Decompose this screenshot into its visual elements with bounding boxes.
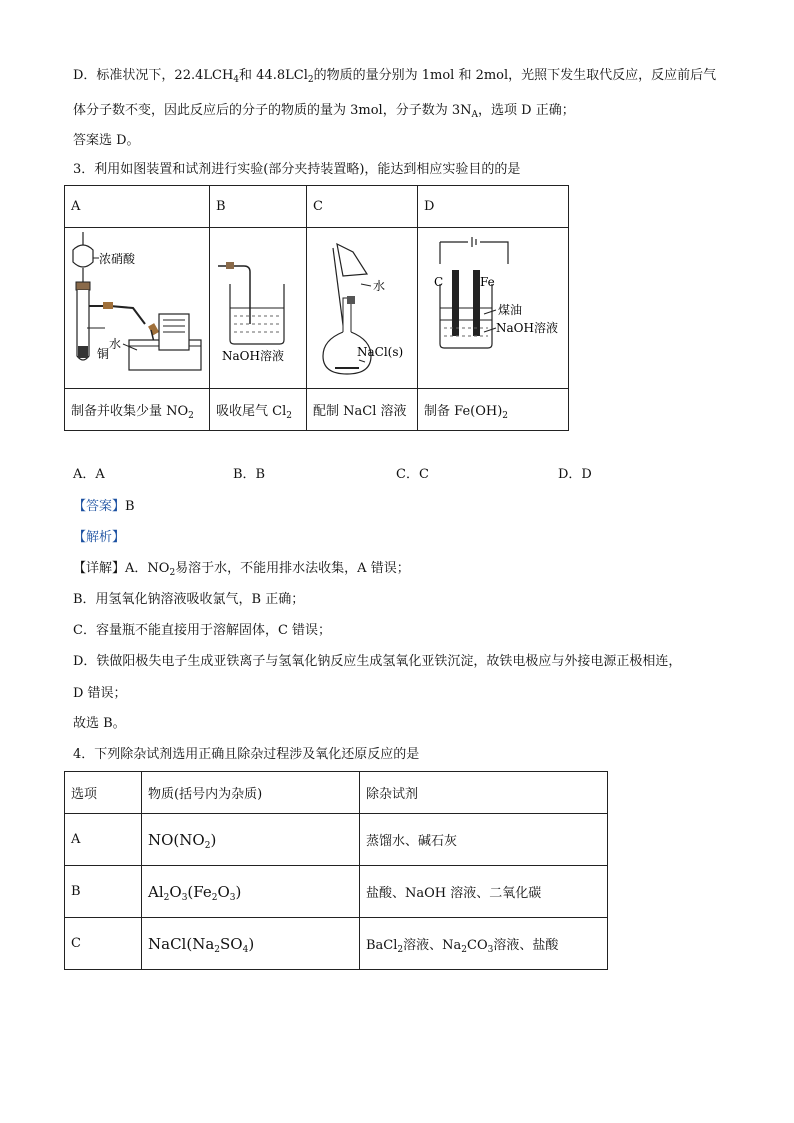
detail-line-d1: D．铁做阳极失电子生成亚铁离子与氢氧化钠反应生成氢氧化亚铁沉淀，故铁电极应与外接电源正极相连， <box>73 654 682 669</box>
question-3-stem: 3．利用如图装置和试剂进行实验(部分夹持装置略)，能达到相应实验目的的是 <box>73 162 521 177</box>
answer-tag: 【答案】 <box>73 499 126 514</box>
question-4-stem: 4．下列除杂试剂选用正确且除杂过程涉及氧化还原反应的是 <box>73 747 420 762</box>
header-c: C <box>307 186 418 228</box>
header-reagent: 除杂试剂 <box>360 772 608 814</box>
header-a: A <box>65 186 210 228</box>
answer-value: B <box>125 499 135 514</box>
paragraph-d-line2: 体分子数不变，因此反应后的分子的物质的量为 3mol，分子数为 $3N_A$，选项 D 正确； <box>73 103 575 120</box>
header-b: B <box>210 186 307 228</box>
analysis-tag: 【解析】 <box>73 530 126 545</box>
label-naoh-solution-b: NaOH溶液 <box>222 349 284 363</box>
option-a: A．A <box>73 467 105 482</box>
apparatus-a-figure <box>65 228 209 384</box>
analysis-line <box>73 528 125 548</box>
label-naoh-solution-d: NaOH溶液 <box>496 321 558 335</box>
option-b: B．B <box>233 467 266 482</box>
figure-c-cell <box>307 228 418 389</box>
label-nacl-solid: NaCl(s) <box>357 345 404 359</box>
label-water-a: 水 <box>109 337 122 351</box>
caption-a: 制备并收集少量 $NO_2$ <box>65 389 210 431</box>
table-row: B $Al_2O_3(Fe_2O_3)$ 盐酸、NaOH 溶液、二氧化碳 <box>65 866 608 918</box>
header-substance: 物质(括号内为杂质) <box>142 772 360 814</box>
conclusion-line: 故选 B。 <box>73 716 126 731</box>
table-row: C $NaCl(Na_2SO_4)$ BaCl$_2$溶液、$Na_2CO_3$溶液、盐酸 <box>65 918 608 970</box>
question-4-table <box>64 771 608 970</box>
header-d: D <box>418 186 569 228</box>
caption-c: 配制 NaCl 溶液 <box>307 389 418 431</box>
detail-line-d2: D 错误； <box>73 686 127 701</box>
label-kerosene: 煤油 <box>498 303 523 317</box>
figure-d-cell <box>418 228 569 389</box>
apparatus-d-figure <box>418 228 568 384</box>
label-iron-electrode: Fe <box>480 275 495 289</box>
question-3-table <box>64 185 569 431</box>
option-c: C．C <box>396 467 429 482</box>
paragraph-d-line1: D．标准状况下，$22.4LCH_4$和 44.8LCl$_2$的物质的量分别为 1mol 和 2mol，光照下发生取代反应，反应前后气 <box>73 68 717 85</box>
option-d: D．D <box>558 467 592 482</box>
caption-d: 制备 $Fe(OH)_2$ <box>418 389 569 431</box>
label-copper: 铜 <box>97 347 110 361</box>
detail-tag: 【详解】 <box>73 561 126 576</box>
answer-line-q2: 答案选 D。 <box>73 133 140 148</box>
table-row: A $NO(NO_2)$ 蒸馏水、碱石灰 <box>65 814 608 866</box>
label-carbon-electrode: C <box>434 275 444 289</box>
apparatus-c-figure <box>307 228 417 384</box>
label-conc-nitric-acid: 浓硝酸 <box>99 252 136 266</box>
detail-line-b: B．用氢氧化钠溶液吸收氯气，B 正确； <box>73 592 305 607</box>
header-option: 选项 <box>65 772 142 814</box>
label-water-c: 水 <box>373 279 386 293</box>
figure-b-cell <box>210 228 307 389</box>
figure-a-cell <box>65 228 210 389</box>
caption-b: 吸收尾气 $Cl_2$ <box>210 389 307 431</box>
detail-line-a: 【详解】A．$NO_2$易溶于水，不能用排水法收集，A 错误； <box>73 561 410 578</box>
answer-line <box>73 497 135 517</box>
apparatus-b-figure <box>210 228 306 384</box>
detail-line-c: C．容量瓶不能直接用于溶解固体，C 错误； <box>73 623 332 638</box>
